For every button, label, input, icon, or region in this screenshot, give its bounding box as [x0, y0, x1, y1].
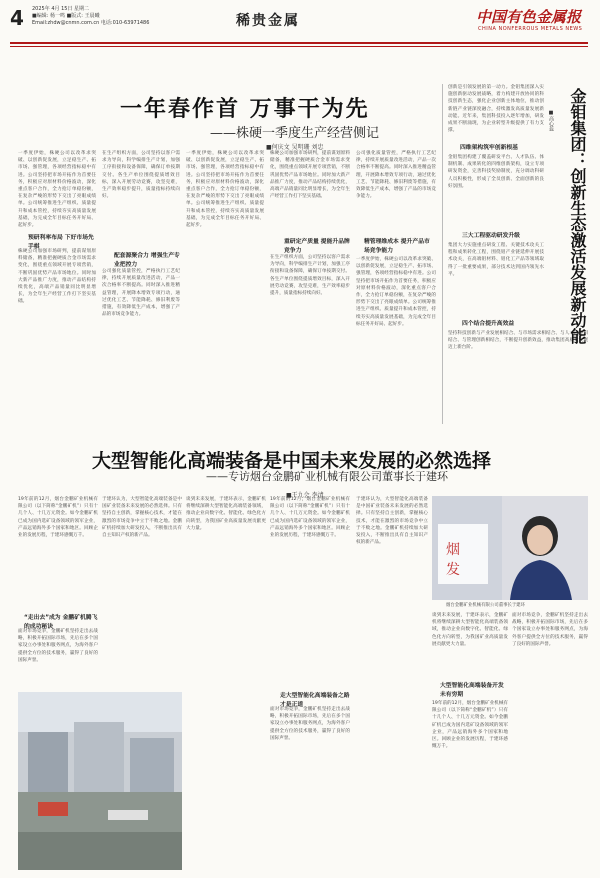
article1-body-col1b: 株硬公司加强市场研判，提前谋划原料储备，精准把握硬质合金市场需求变化，围绕重点领域开展专项营销，不断巩固优势产品市场地位。同时加大新产品推广力度，推动产品结构持续优化，高端产品销量同比明显增长，为全年生产经营工作打下坚实基础。 — [18, 249, 96, 305]
masthead: 中国有色金属报 — [476, 8, 582, 26]
portrait-photo — [432, 496, 588, 600]
page-number: 4 — [10, 6, 24, 30]
article3-sub2: 走大型智能化高端装备之路 才是正道 — [280, 693, 350, 708]
header-rule-thin — [10, 46, 588, 47]
article1-body-col4b: 在生产组织方面，公司坚持以客户需求为导向，科学编排生产计划，加强工序衔接和设备保障，确保订单按期交付。各生产单位围绕提质增效目标，深入开展劳动竞赛，攻坚克难，生产效率稳步提升，质量指标持续向好。 — [270, 255, 350, 297]
article1-headline: 一年春作首 万事干为先 — [120, 96, 370, 122]
svg-text:发: 发 — [446, 562, 460, 578]
article2-vertical-byline: ■高心蕊 — [548, 110, 554, 131]
article3-body-col4a: 19年前的12月，烟台金鹏矿业机械有限公司（以下简称“金鹏矿机”）只有十几个人、十几万元资金。如今金鹏矿机已成为国内选矿设备领域的领军企业，产品远销海外多个国家和地区。回顾企业的发展历程，于建环感慨万千。 — [270, 497, 350, 539]
article3-body-col6b: 19年前的12月，烟台金鹏矿业机械有限公司（以下简称“金鹏矿机”）只有十几个人、十几万元资金。如今金鹏矿机已成为国内选矿设备领域的领军企业，产品远销海外多个国家和地区。回顾企业的发展历程，于建环感慨万千。 — [432, 701, 508, 750]
article1-sub1: 预研利率布局 下好市场先手棋 — [28, 235, 94, 250]
article3-body-col1a: 19年前的12月，烟台金鹏矿业机械有限公司（以下简称“金鹏矿机”）只有十几个人、十几万元资金。如今金鹏矿机已成为国内选矿设备领域的领军企业，产品远销海外多个国家和地区。回顾企业的发展历程，于建环感慨万千。 — [18, 497, 98, 539]
article1-body-col4a: 株硬公司加强市场研判，提前谋划原料储备，精准把握硬质合金市场需求变化，围绕重点领域开展专项营销，不断巩固优势产品市场地位。同时加大新产品推广力度，推动产品结构持续优化，高端产品销量同比明显增长，为全年生产经营工作打下坚实基础。 — [270, 151, 350, 200]
article1-body-col5a: 公司强化质量管控，严格执行工艺纪律，持续开展质量改进活动，产品一次合格率不断提高。同时深入推进精益管理，开展降本增效专项行动，通过优化工艺、节能降耗、修旧利废等措施，有效降低生产成本，增强了产品的市场竞争能力。 — [356, 151, 436, 200]
article1-sub3: 重研定产质量 提能升品牌竞争力 — [284, 239, 350, 254]
article2-sub1: 四维架构筑牢创新根基 — [460, 145, 518, 151]
factory-photo — [18, 692, 182, 870]
header-meta: 2025年 4月 15日 星期二 ■编辑: 杨一鸣 ■版式: 王晨曦 Email:zhdw@cnmn.com.cn 电话:010-63971486 — [32, 6, 150, 26]
article2-body-c: 集团大力实施重点研发工程、关键技术攻关工程和成果转化工程，围绕钼产业链延伸开展技术攻关，在高端钼材料、钼化工产品等领域取得了一批重要成果，部分技术达到国内领先水平。 — [448, 243, 544, 277]
article1-subheadline: ——株硬一季度生产经营侧记 — [210, 126, 380, 141]
article3-sub1: “走出去”成为 金鹏矿机腾飞的成功秘诀 — [24, 615, 98, 630]
article3-body-col5: 于建环认为，大型智能化高端装备是中国矿业装备未来发展的必然选择。只有坚持自主创新，掌握核心技术，才能在激烈的市场竞争中立于不败之地。金鹏矿机持续加大研发投入，不断推出具有自主知识产权的新产品。 — [356, 497, 428, 546]
article3-sub3: 大型智能化高端装备开发 未有穷期 — [440, 683, 504, 698]
article1-body-col5b: 一季度伊始，株硬公司以改革求突破、以创新促发展，立足稳生产、拓市场、强管理，各项经营指标稳中有进。公司坚持把市场开拓作为首要任务，积极应对原材料价格波动，深化重点客户合作，全力抢订单稳份额，在复杂严峻的形势下交出了亮眼成绩单。公司统筹推进生产组织、质量提升和成本管控，持续夯实高质量发展基础，为完成全年目标任务开好局、起好步。 — [356, 257, 436, 327]
portrait-caption: 烟台金鹏矿业机械有限公司董事长于建环 — [446, 603, 526, 608]
article2-body-a: 创新是引领发展的第一动力。金钼集团深入实施创新驱动发展战略，着力构建开放协同的科技创新生态，强化企业创新主体地位，推动创新链产业链深度融合，持续激发高质量发展新动能。近年来，集团科技投入逐年增加，研发成果不断涌现，为企业转型升级提供了有力支撑。 — [448, 85, 544, 134]
article3-body-col6a: 谈到未来发展，于建环表示，金鹏矿机将继续深耕大型智能化高端装备领域，推动企业向数字化、智能化、绿色化方向转型，为我国矿业高质量发展贡献更大力量。 — [432, 613, 508, 647]
article3-byline: ■王九会 李清 — [286, 492, 324, 499]
article1-body-col2a: 在生产组织方面，公司坚持以客户需求为导向，科学编排生产计划，加强工序衔接和设备保障，确保订单按期交付。各生产单位围绕提质增效目标，深入开展劳动竞赛，攻坚克难，生产效率稳步提升，质量指标持续向好。 — [102, 151, 180, 200]
article1-body-col3: 一季度伊始，株硬公司以改革求突破、以创新促发展，立足稳生产、拓市场、强管理，各项经营指标稳中有进。公司坚持把市场开拓作为首要任务，积极应对原材料价格波动，深化重点客户合作，全力抢订单稳份额，在复杂严峻的形势下交出了亮眼成绩单。公司统筹推进生产组织、质量提升和成本管控，持续夯实高质量发展基础，为完成全年目标任务开好局、起好步。 — [186, 151, 264, 229]
article2-sub3: 四个结合提升高效益 — [462, 321, 515, 327]
article1-body-col2b: 公司强化质量管控，严格执行工艺纪律，持续开展质量改进活动，产品一次合格率不断提高。同时深入推进精益管理，开展降本增效专项行动，通过优化工艺、节能降耗、修旧利废等措施，有效降低生产成本，增强了产品的市场竞争能力。 — [102, 269, 180, 318]
article1-body-col1a: 一季度伊始，株硬公司以改革求突破、以创新促发展，立足稳生产、拓市场、强管理，各项经营指标稳中有进。公司坚持把市场开拓作为首要任务，积极应对原材料价格波动，深化重点客户合作，全力抢订单稳份额，在复杂严峻的形势下交出了亮眼成绩单。公司统筹推进生产组织、质量提升和成本管控，持续夯实高质量发展基础，为完成全年目标任务开好局、起好步。 — [18, 151, 96, 229]
article3-body-col4b: 面对市场竞争，金鹏矿机坚持走出去战略，积极开拓国际市场，先后在多个国家设立办事处和服务网点，为海外客户提供全方位的技术服务，赢得了良好的国际声誉。 — [270, 707, 350, 741]
article3-body-col3: 谈到未来发展，于建环表示，金鹏矿机将继续深耕大型智能化高端装备领域，推动企业向数字化、智能化、绿色化方向转型，为我国矿业高质量发展贡献更大力量。 — [186, 497, 266, 531]
page-header — [0, 0, 600, 56]
article1-sub4: 精管理维成本 提升产品市场竞争能力 — [364, 239, 430, 254]
article2-sub2: 三大工程驱动研发升级 — [462, 233, 520, 239]
article2-vertical-headline: 金钼集团：创新生态激活发展新动能 — [568, 88, 587, 344]
masthead-en: CHINA NONFERROUS METALS NEWS — [478, 26, 583, 32]
article3-subheadline: ——专访烟台金鹏矿业机械有限公司董事长于建环 — [206, 470, 448, 483]
article1-byline: ■何庆文 吴明珊 刘忠 — [266, 144, 324, 151]
article1-sub2: 配套源聚合力 增强生产专业把控力 — [114, 253, 180, 268]
article3-headline: 大型智能化高端装备是中国未来发展的必然选择 — [92, 450, 492, 472]
article2-body-d: 坚持科技创新与产业发展相结合、与市场需求相结合、与人才培养相结合、与管理创新相结合，不断提升创新效益，推动集团高质量发展迈上新台阶。 — [448, 331, 588, 351]
svg-text:烟: 烟 — [446, 542, 460, 558]
article3-body-col1b: 面对市场竞争，金鹏矿机坚持走出去战略，积极开拓国际市场，先后在多个国家设立办事处和服务网点，为海外客户提供全方位的技术服务，赢得了良好的国际声誉。 — [18, 629, 98, 663]
article3-body-col2: 于建环认为，大型智能化高端装备是中国矿业装备未来发展的必然选择。只有坚持自主创新，掌握核心技术，才能在激烈的市场竞争中立于不败之地。金鹏矿机持续加大研发投入，不断推出具有自主知识产权的新产品。 — [102, 497, 182, 539]
article2-body-b: 金钼集团构建了覆盖研发平台、人才队伍、体制机制、成果转化的四维创新架构，设立专项研发资金，完善科技奖励制度，充分调动科研人员积极性，形成了全员创新、全面创新的良好氛围。 — [448, 155, 544, 189]
section-title: 稀贵金属 — [236, 13, 300, 29]
article3-body-col7: 面对市场竞争，金鹏矿机坚持走出去战略，积极开拓国际市场，先后在多个国家设立办事处和服务网点，为海外客户提供全方位的技术服务，赢得了良好的国际声誉。 — [512, 613, 588, 647]
header-rule — [10, 42, 588, 44]
column-divider — [442, 84, 443, 424]
